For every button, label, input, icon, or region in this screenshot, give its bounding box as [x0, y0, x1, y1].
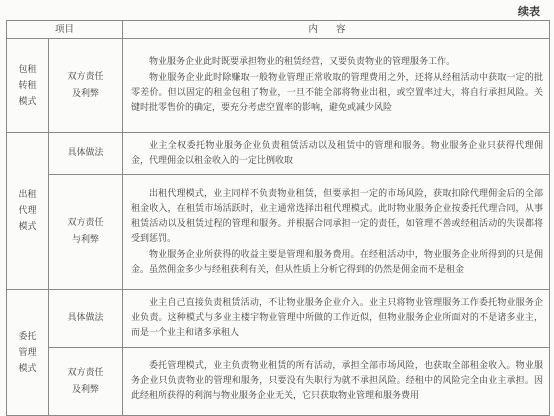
content-paragraph: 物业服务企业此时既要承担物业的租赁经营，又要负责物业的管理服务工作。	[149, 57, 456, 67]
content-paragraph: 业主全权委托物业服务企业负责租赁活动以及租赁中的管理和服务。物业服务企业只获得代理佣金，代理佣金以租金收入的一定比例收取	[131, 140, 543, 166]
aspect-cell: 具体做法	[49, 290, 123, 348]
content-paragraph: 出租代理模式，业主同样不负责物业租赁，但要承担一定的市场风险，获取扣除代理佣金后的全部租金收入，在租赁市场活跃时，业主通常选择出租代理模式。此时物业服务企业按委托代理合同，从事租赁活动以及租赁过程的管理和服务。并根据合同承担一定的责任，如管理不善或经租活动的失误都将受到惩罚。	[131, 188, 543, 244]
table-header-row	[7, 21, 550, 39]
continued-label: 续表	[518, 5, 540, 18]
mode-label: 委托管理模式	[18, 331, 37, 374]
mode-cell-sublease	[7, 39, 49, 133]
content-cell	[123, 348, 550, 416]
mode-cell-entrusted	[7, 290, 49, 416]
aspect-cell	[49, 348, 123, 416]
aspect-cell	[49, 39, 123, 133]
content-paragraph: 物业服务企业此时除赚取一般物业管理正常收取的管理费用之外，还将从经租活动中获取一定的批零差价。但以固定的租金包租了物业，一旦不能全部将物业出租，或空置率过大，将自行承担风险。关键时批零售价的确定，要充分考虑空置率的影响，避免或减少风险	[131, 73, 543, 113]
content-paragraph: 业主自己直接负责租赁活动，不让物业服务企业介入。业主只将物业管理服务工作委托物业服务企业负责。这种模式与多业主楼宇物业管理中所做的工作近似，但物业服务企业所面对的不是诸多业主，而是一个业主和诸多承租人	[131, 298, 543, 338]
table-row	[7, 290, 550, 348]
table-row	[7, 175, 550, 290]
mode-cell-agency	[7, 133, 49, 290]
content-cell	[123, 133, 550, 175]
header-content	[123, 21, 550, 39]
aspect-cell	[49, 175, 123, 290]
content-cell	[123, 39, 550, 133]
content-cell	[123, 290, 550, 348]
table-row	[7, 39, 550, 133]
rental-mode-table	[6, 20, 550, 416]
content-cell	[123, 175, 550, 290]
aspect-label: 双方责任及利弊	[67, 367, 104, 395]
header-item: 项目	[7, 21, 123, 39]
content-paragraph: 物业服务企业所获得的收益主要是管理和服务费用。在经租活动中，物业服务企业所得到的只是佣金。虽然佣金多少与经租获利有关，但从性质上分析它得到的仍然是佣金而不是租金	[131, 249, 543, 275]
header-content-text: 内容	[308, 24, 364, 35]
aspect-cell: 具体做法	[49, 133, 123, 175]
table-row	[7, 348, 550, 416]
table-row	[7, 133, 550, 175]
aspect-label: 双方责任及利弊	[67, 71, 104, 99]
mode-label: 包租转租模式	[18, 64, 37, 107]
aspect-label: 双方责任与利弊	[67, 218, 104, 245]
content-paragraph: 委托管理模式，业主负责物业租赁的所有活动，承担全部市场风险，也获取全部租金收入。物业服务企业只负责物业的管理和服务，只要没有失职行为就不承担风险。经租中的风险完全由业主承担。因此经租所获得的利润与物业服务企业无关，它只获取物业管理和服务费用	[131, 361, 543, 401]
mode-label: 出租代理模式	[18, 190, 37, 232]
